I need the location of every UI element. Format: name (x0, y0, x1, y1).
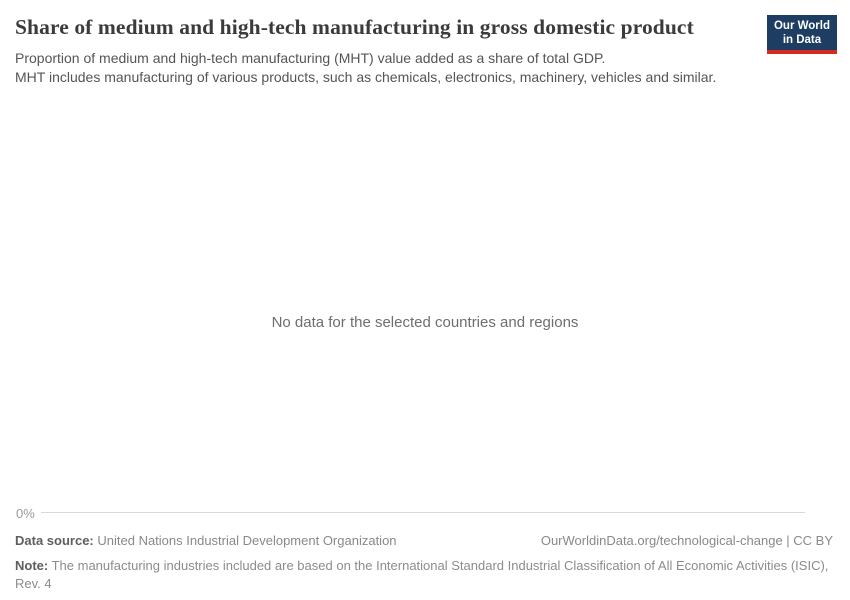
note-line (15, 557, 837, 593)
owid-url-link[interactable]: OurWorldinData.org/technological-change | CC BY (540, 533, 833, 548)
note-label: Note: (15, 558, 49, 574)
chart-title: Share of medium and high-tech manufacturing in gross domestic product (15, 15, 694, 39)
owid-logo[interactable] (767, 15, 837, 54)
y-axis-tick-label: 0% (16, 506, 35, 521)
no-data-message: No data for the selected countries and regions (271, 314, 579, 331)
data-source-line (15, 532, 397, 550)
chart-subtitle-line1: Proportion of medium and high-tech manufacturing (MHT) value added as a share of total GDP. (15, 50, 606, 67)
chart-subtitle (15, 49, 835, 86)
owid-logo-line1: Our World (773, 20, 830, 32)
chart-subtitle-line2: MHT includes manufacturing of various products, such as chemicals, electronics, machinery, vehicles and similar. (15, 68, 717, 85)
source-row (15, 532, 833, 550)
x-axis-baseline (41, 512, 805, 513)
chart-header (15, 14, 837, 86)
owid-logo-line2: in Data (782, 34, 822, 47)
note-text: The manufacturing industries included are based on the International Standard Industrial Classification of All Economic Activities (ISIC), Rev. 4 (15, 558, 829, 592)
chart-footer (15, 532, 833, 594)
data-source-label: Data source: (15, 533, 94, 548)
data-source-value[interactable]: United Nations Industrial Development Organization (97, 533, 397, 548)
